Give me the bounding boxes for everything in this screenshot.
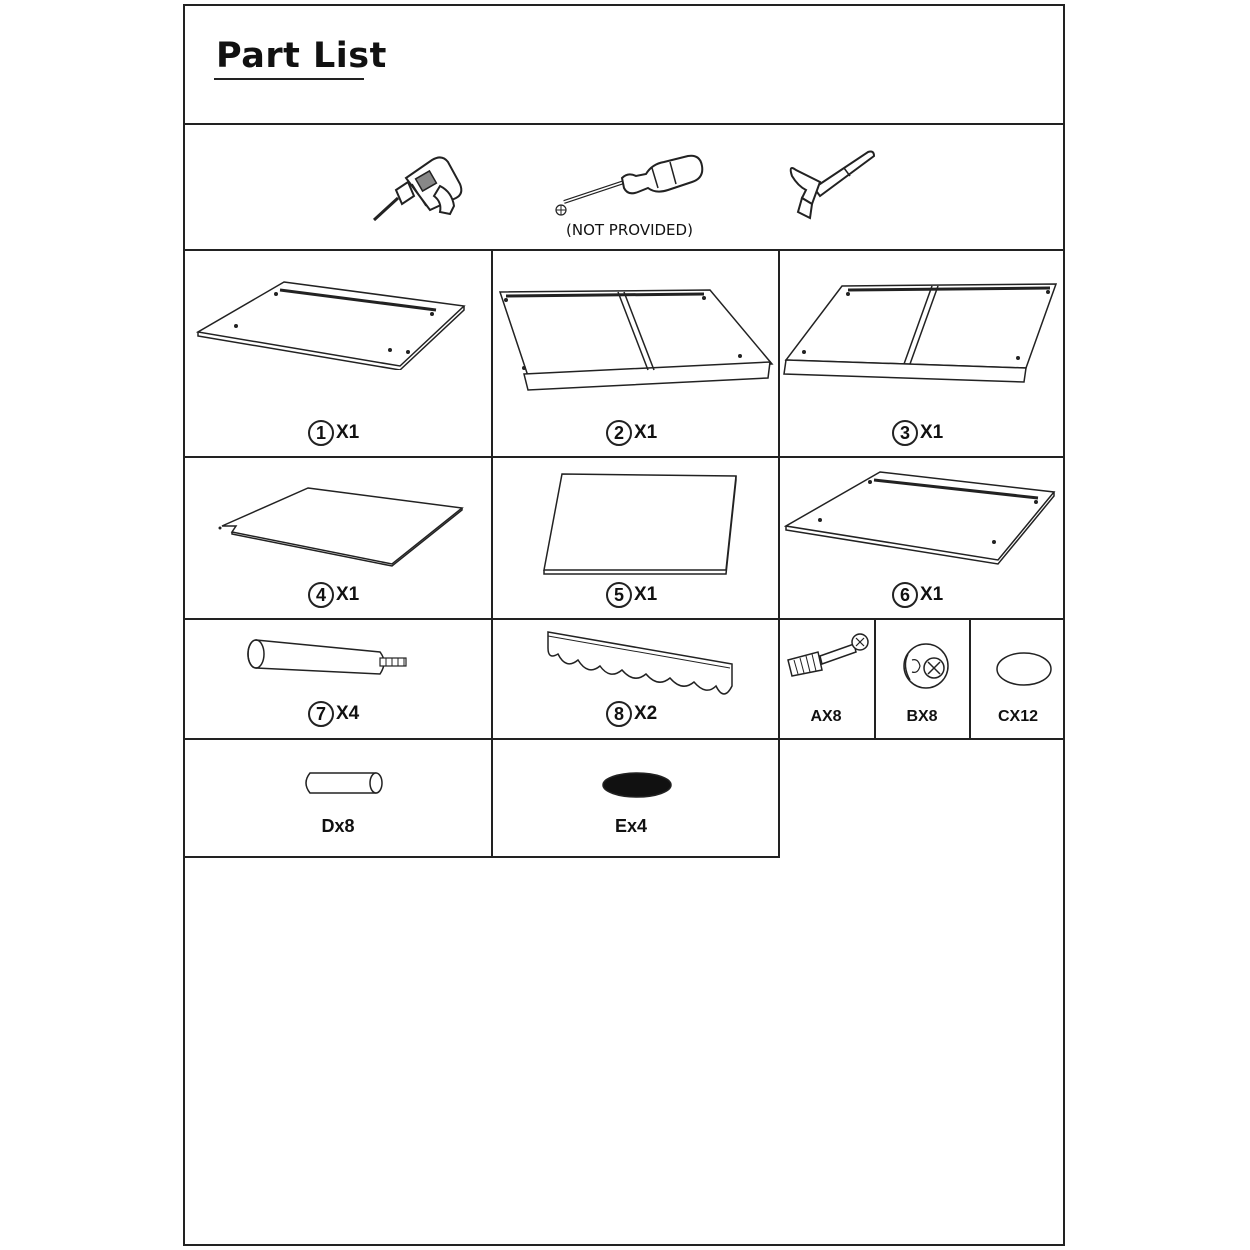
felt-pad-icon (600, 770, 674, 800)
part-number: 7 (308, 701, 334, 727)
divider (183, 123, 1065, 125)
hardware-d-label: Dx8 (321, 816, 355, 836)
part-quantity: X1 (336, 584, 360, 605)
part-number: 8 (606, 701, 632, 727)
part-quantity: X2 (634, 703, 658, 724)
divider (183, 856, 780, 858)
part-number: 5 (606, 582, 632, 608)
hardware-a-label: AX8 (810, 708, 842, 725)
part-number: 6 (892, 582, 918, 608)
part-7-label (308, 700, 359, 728)
panel-5-icon (542, 470, 742, 578)
washer-icon (994, 650, 1054, 690)
part-quantity: X4 (336, 703, 360, 724)
hardware-b-label: BX8 (906, 708, 938, 725)
drill-icon (370, 148, 470, 226)
part-4-label (308, 581, 359, 609)
page-title: Part List (216, 36, 387, 76)
divider (183, 249, 1065, 251)
divider (183, 738, 1065, 740)
part-5-label (606, 581, 657, 609)
part-1-label (308, 419, 359, 447)
hardware-e-label: Ex4 (614, 816, 648, 836)
part-quantity: X1 (336, 422, 360, 443)
part-number: 2 (606, 420, 632, 446)
divider (969, 618, 971, 739)
tools-not-provided-note: (NOT PROVIDED) (566, 221, 693, 239)
leg-7-icon (242, 636, 412, 684)
part-quantity: X1 (634, 584, 658, 605)
divider (491, 249, 493, 857)
part-quantity: X1 (634, 422, 658, 443)
apron-8-icon (544, 630, 736, 700)
cam-bolt-icon (784, 630, 870, 678)
hammer-icon (784, 146, 876, 220)
part-2-label (606, 419, 657, 447)
part-number: 3 (892, 420, 918, 446)
cam-lock-icon (898, 640, 952, 692)
panel-1-icon (196, 280, 466, 370)
part-6-label (892, 581, 943, 609)
part-8-label (606, 700, 657, 728)
panel-2-icon (494, 286, 774, 396)
hardware-c-label: CX12 (997, 708, 1039, 725)
part-quantity: X1 (920, 584, 944, 605)
part-number: 4 (308, 582, 334, 608)
divider (183, 618, 1065, 620)
divider (778, 249, 780, 857)
divider (874, 618, 876, 739)
title-underline (214, 78, 364, 80)
dowel-icon (300, 770, 386, 796)
panel-6-icon (784, 470, 1058, 566)
part-3-label (892, 419, 943, 447)
panel-3-icon (782, 282, 1060, 388)
part-number: 1 (308, 420, 334, 446)
part-quantity: X1 (920, 422, 944, 443)
panel-4-icon (216, 486, 466, 568)
screwdriver-icon (552, 148, 704, 216)
divider (183, 456, 1065, 458)
